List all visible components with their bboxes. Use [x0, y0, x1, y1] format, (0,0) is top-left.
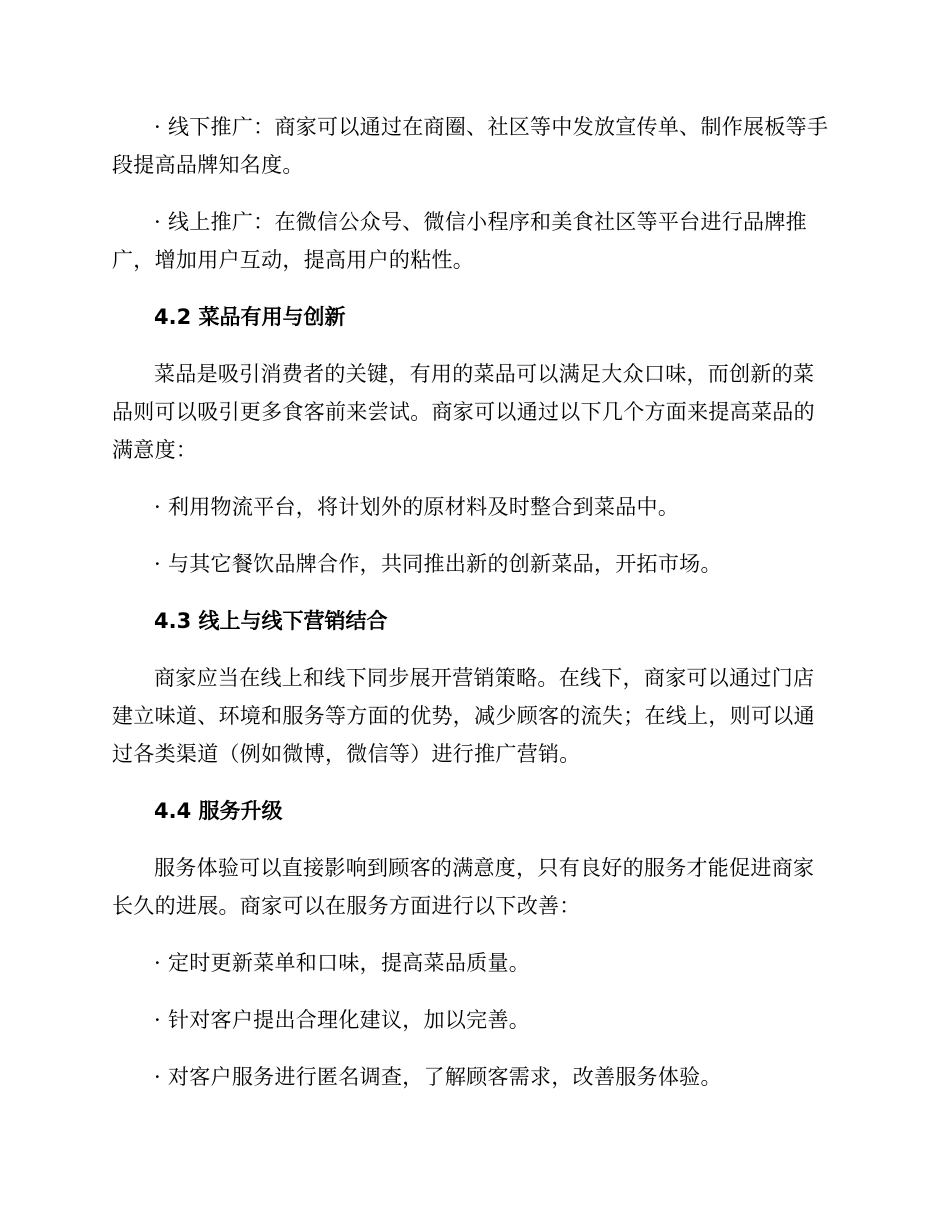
bullet-brand-cooperation: · 与其它餐饮品牌合作，共同推出新的创新菜品，开拓市场。 — [154, 552, 722, 576]
paragraph-service: 服务体验可以直接影响到顾客的满意度，只有良好的服务才能促进商家长久的进展。商家可以在服务方面进行以下改善： — [112, 856, 815, 918]
bullet-logistics-platform: · 利用物流平台，将计划外的原材料及时整合到菜品中。 — [154, 495, 680, 519]
section-heading-4-2: 4.2 菜品有用与创新 — [154, 305, 346, 329]
bullet-customer-suggestions: · 针对客户提出合理化建议，加以完善。 — [154, 1008, 531, 1032]
paragraph-marketing: 商家应当在线上和线下同步展开营销策略。在线下，商家可以通过门店建立味道、环境和服务等方面的优势，减少顾客的流失；在线上，则可以通过各类渠道（例如微博，微信等）进行推广营销。 — [112, 666, 815, 766]
bullet-anonymous-survey: · 对客户服务进行匿名调查，了解顾客需求，改善服务体验。 — [154, 1065, 722, 1089]
bullet-online-promotion: · 线上推广：在微信公众号、微信小程序和美食社区等平台进行品牌推广，增加用户互动，提高用户的粘性。 — [112, 210, 807, 272]
bullet-offline-promotion: · 线下推广：商家可以通过在商圈、社区等中发放宣传单、制作展板等手段提高品牌知名度。 — [112, 115, 829, 177]
bullet-update-menu: · 定时更新菜单和口味，提高菜品质量。 — [154, 951, 531, 975]
paragraph-dishes: 菜品是吸引消费者的关键，有用的菜品可以满足大众口味，而创新的菜品则可以吸引更多食客前来尝试。商家可以通过以下几个方面来提高菜品的满意度： — [112, 362, 815, 462]
section-heading-4-4: 4.4 服务升级 — [154, 799, 283, 823]
section-heading-4-3: 4.3 线上与线下营销结合 — [154, 609, 388, 633]
